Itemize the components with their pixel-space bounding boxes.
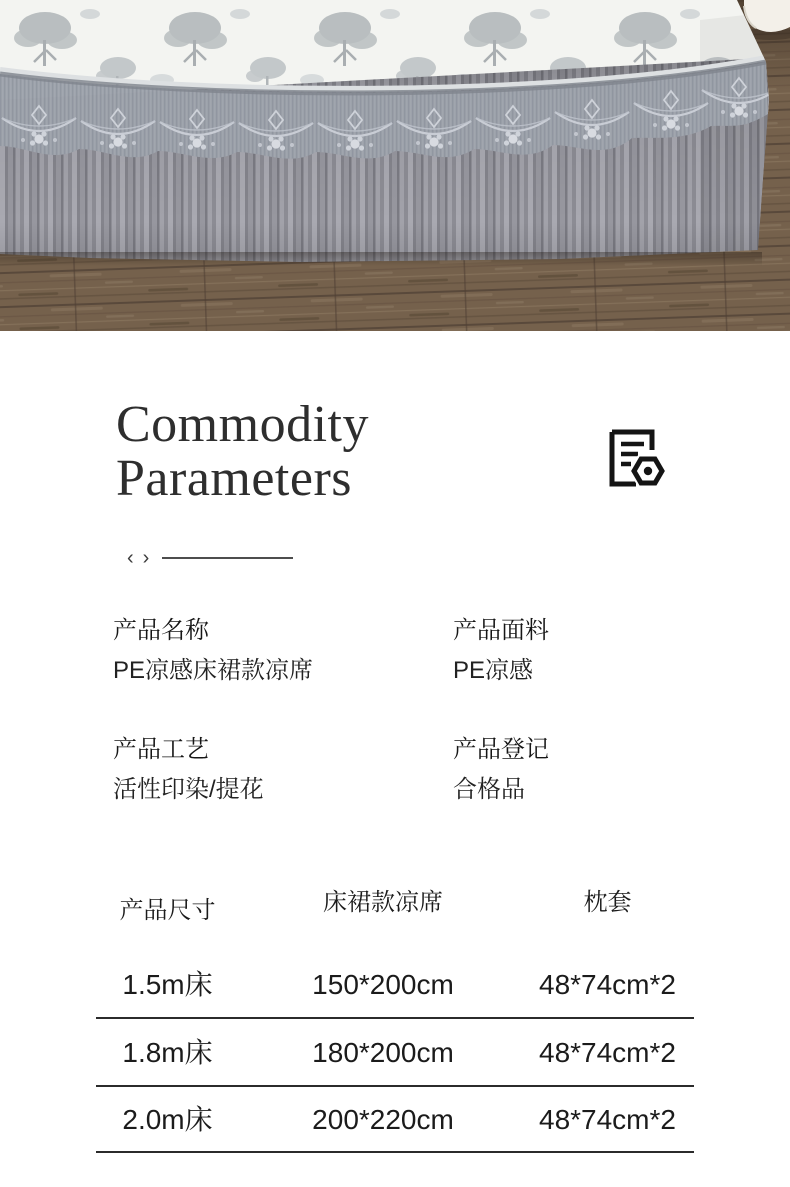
bed-illustration <box>0 0 790 331</box>
chevron-left-icon: ‹ <box>127 547 134 569</box>
cell-pillow-size: 48*74cm*2 <box>539 1037 676 1068</box>
table-divider <box>96 1017 694 1019</box>
spec-label: 产品登记 <box>453 736 549 763</box>
cell-bed-size: 2.0m床 <box>122 1104 213 1135</box>
title-line-1: Commodity <box>116 396 369 453</box>
chevron-right-icon: › <box>142 547 150 569</box>
spec-label: 产品工艺 <box>113 736 209 763</box>
spec-label: 产品面料 <box>453 617 549 644</box>
spec-product-name <box>113 617 313 685</box>
cell-bed-size: 1.8m床 <box>122 1037 213 1068</box>
cell-pillow-size: 48*74cm*2 <box>539 969 676 1000</box>
size-table-header-bedskirt-mat: 床裙款凉席 <box>323 889 443 916</box>
bed-shadow <box>0 252 762 266</box>
spec-product-craft <box>113 736 264 804</box>
bed <box>0 0 790 264</box>
table-divider <box>96 1085 694 1087</box>
page-title <box>116 398 369 506</box>
table-divider <box>96 1151 694 1153</box>
cell-pillow-size: 48*74cm*2 <box>539 1104 676 1135</box>
spec-product-fabric <box>453 617 549 685</box>
spec-product-registration <box>453 736 549 804</box>
cell-bed-size: 1.5m床 <box>122 969 213 1000</box>
cell-mat-size: 180*200cm <box>312 1037 454 1068</box>
title-line-2: Parameters <box>116 450 353 507</box>
spec-value: 合格品 <box>453 776 525 803</box>
spec-value: 活性印染/提花 <box>113 776 264 803</box>
cell-mat-size: 200*220cm <box>312 1104 454 1135</box>
title-ornament <box>127 546 293 570</box>
size-table-header-size: 产品尺寸 <box>119 897 216 924</box>
spec-value: PE凉感床裙款凉席 <box>113 657 314 684</box>
spec-label: 产品名称 <box>113 617 209 644</box>
ornament-line <box>162 557 293 559</box>
document-gear-icon <box>602 424 666 494</box>
spec-value: PE凉感 <box>453 657 534 684</box>
size-table-header-pillowcase: 枕套 <box>583 889 632 916</box>
cell-mat-size: 150*200cm <box>312 969 454 1000</box>
product-photo <box>0 0 790 331</box>
